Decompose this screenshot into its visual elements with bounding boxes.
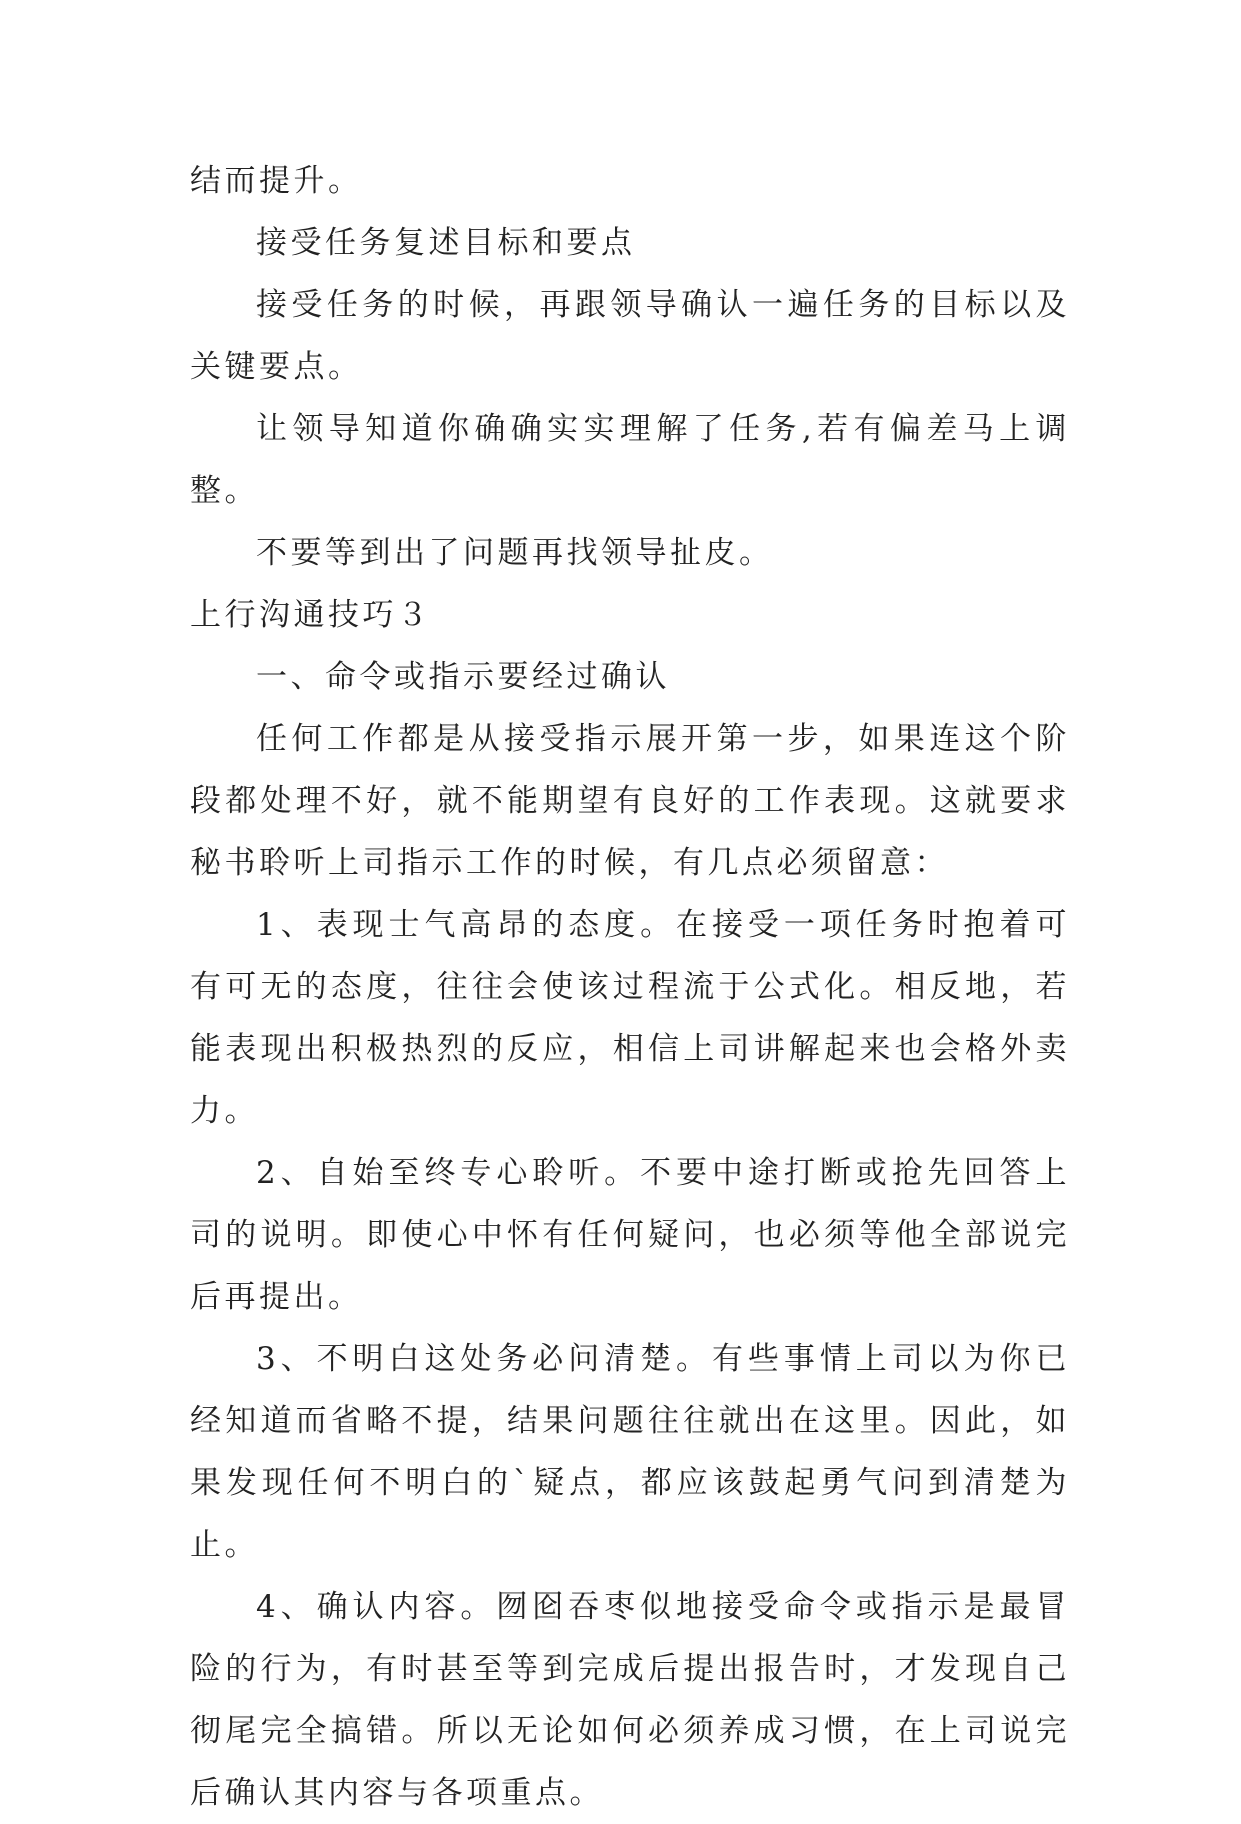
paragraph: 接受任务的时候，再跟领导确认一遍任务的目标以及关键要点。 bbox=[190, 287, 1070, 385]
section-subheading: 接受任务复述目标和要点 bbox=[256, 225, 636, 261]
list-item: 4、确认内容。囫囵吞枣似地接受命令或指示是最冒险的行为，有时甚至等到完成后提出报告时，才发现自己彻尾完全搞错。所以无论如何必须养成习惯，在上司说完后确认其内容与各项重点。 bbox=[190, 1589, 1070, 1811]
section-title: 上行沟通技巧３ bbox=[190, 597, 432, 633]
paragraph: 不要等到出了问题再找领导扯皮。 bbox=[256, 535, 774, 571]
document-body bbox=[190, 150, 1070, 1824]
paragraph-continuation: 结而提升。 bbox=[190, 163, 363, 199]
section-subheading: 一、命令或指示要经过确认 bbox=[256, 659, 670, 695]
paragraph: 任何工作都是从接受指示展开第一步，如果连这个阶段都处理不好，就不能期望有良好的工作表现。这就要求秘书聆听上司指示工作的时候，有几点必须留意： bbox=[190, 721, 1070, 881]
paragraph: 让领导知道你确确实实理解了任务,若有偏差马上调整。 bbox=[190, 411, 1070, 509]
list-item: 3、不明白这处务必问清楚。有些事情上司以为你已经知道而省略不提，结果问题往往就出在这里。因此，如果发现任何不明白的`疑点，都应该鼓起勇气问到清楚为止。 bbox=[190, 1341, 1070, 1563]
list-item: 1、表现士气高昂的态度。在接受一项任务时抱着可有可无的态度，往往会使该过程流于公式化。相反地，若能表现出积极热烈的反应，相信上司讲解起来也会格外卖力。 bbox=[190, 907, 1070, 1129]
list-item: 2、自始至终专心聆听。不要中途打断或抢先回答上司的说明。即使心中怀有任何疑问，也必须等他全部说完后再提出。 bbox=[190, 1155, 1070, 1315]
